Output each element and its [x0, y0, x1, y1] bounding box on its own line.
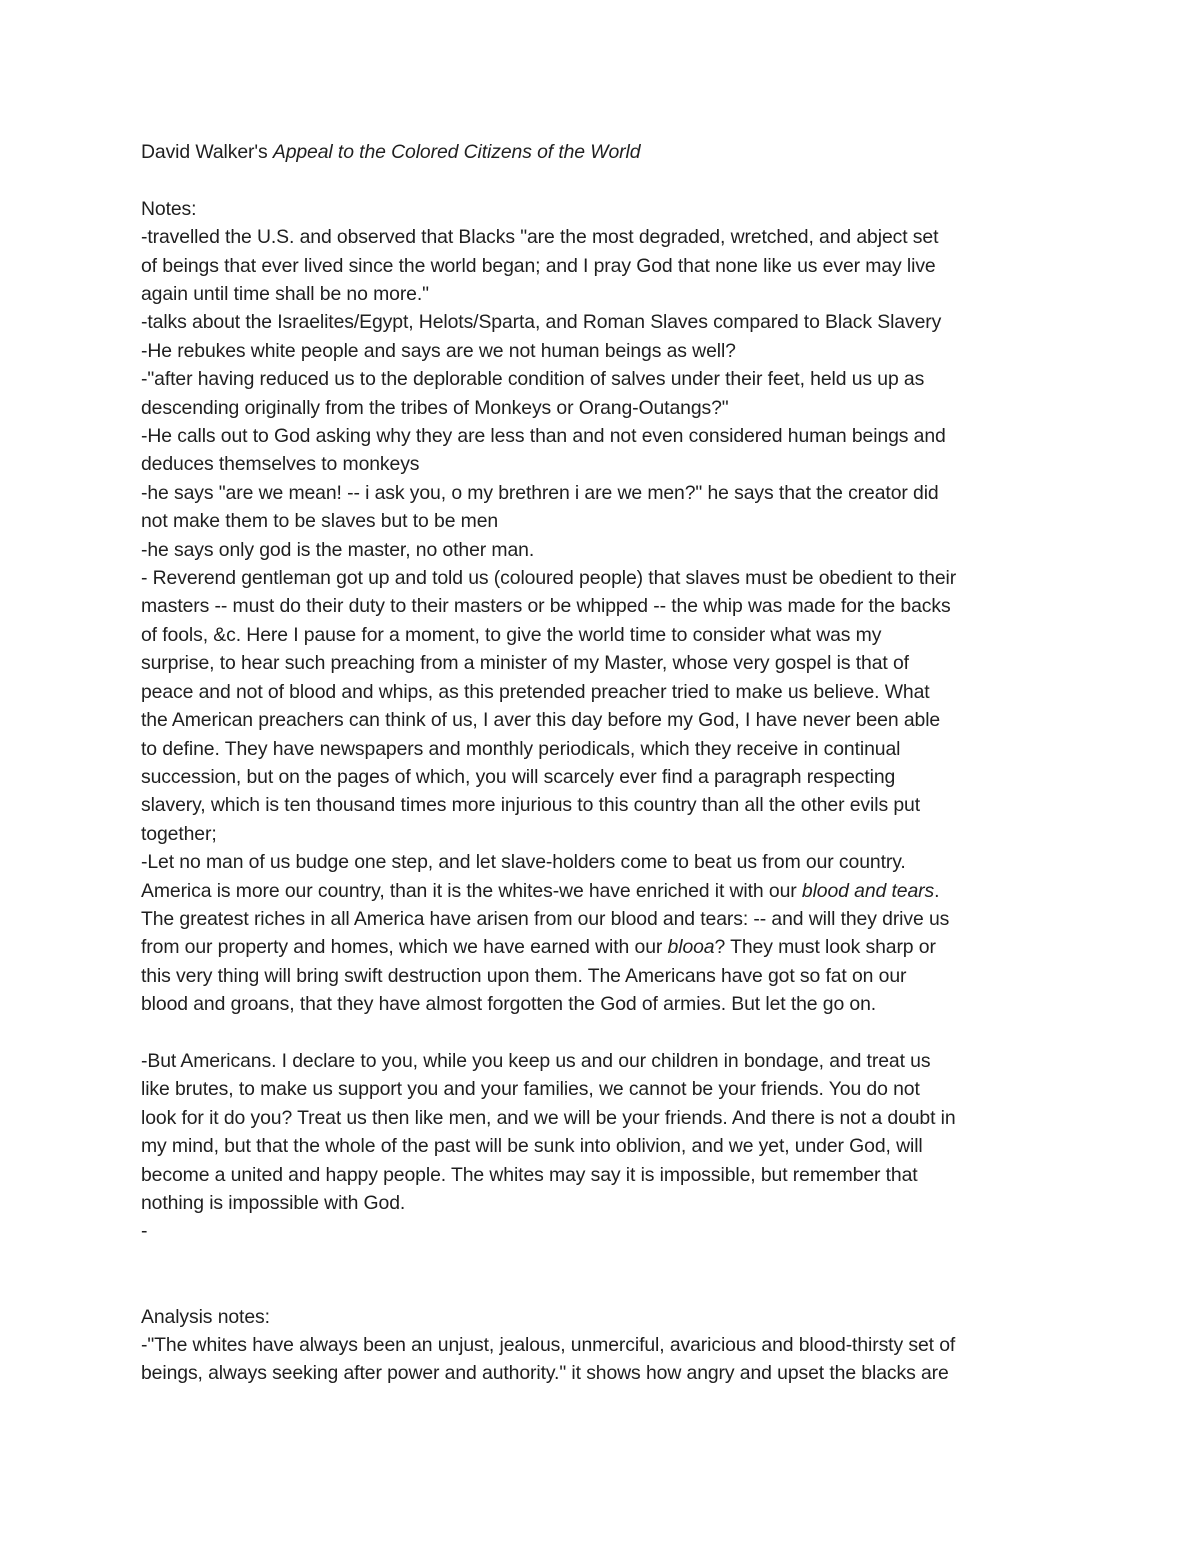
analysis-heading: Analysis notes:: [141, 1305, 270, 1328]
notes-line: the American preachers can think of us, I aver this day before my God, I have never been able: [141, 709, 941, 732]
notes-line: of fools, &c. Here I pause for a moment, to give the world time to consider what was my: [141, 623, 882, 646]
notes-line: descending originally from the tribes of Monkeys or Orang-Outangs?": [141, 396, 729, 419]
notes-heading: Notes:: [141, 197, 197, 220]
spacer: [141, 1019, 1071, 1047]
america-italic: blood and tears: [801, 879, 935, 902]
title-italic: Appeal to the Colored Citizens of the World: [272, 141, 641, 163]
notes-line: like brutes, to make us support you and your families, we cannot be your friends. You do not: [141, 1078, 920, 1101]
notes-line: -He rebukes white people and says are we not human beings as well?: [141, 339, 736, 362]
america-suffix: .: [934, 879, 940, 902]
notes-line: -he says only god is the master, no other man.: [141, 538, 535, 561]
notes-line: -He calls out to God asking why they are less than and not even considered human beings and: [141, 425, 946, 448]
title-prefix: David Walker's: [141, 141, 273, 163]
america-prefix: America is more our country, than it is the whites-we have enriched it with our: [141, 879, 802, 902]
notes-line: look for it do you? Treat us then like men, and we will be your friends. And there is not a doubt in: [141, 1106, 956, 1129]
notes-line: masters -- must do their duty to their masters or be whipped -- the whip was made for the backs: [141, 595, 951, 618]
notes-line: -he says "are we mean! -- i ask you, o my brethren i are we men?" he says that the creator did: [141, 481, 939, 504]
notes-line: this very thing will bring swift destruction upon them. The Americans have got so fat on our: [141, 964, 907, 987]
notes-line: together;: [141, 822, 217, 845]
analysis-line: -"The whites have always been an unjust, jealous, unmerciful, avaricious and blood-thirsty set of: [141, 1334, 956, 1357]
analysis-block: [141, 1331, 1071, 1388]
notes-line: slavery, which is ten thousand times more injurious to this country than all the other evils put: [141, 794, 920, 817]
notes-line: nothing is impossible with God.: [141, 1192, 406, 1214]
notes-line: -talks about the Israelites/Egypt, Helots/Sparta, and Roman Slaves compared to Black Slavery: [141, 311, 942, 334]
notes-line: blood and groans, that they have almost forgotten the God of armies. But let the go on.: [141, 993, 877, 1016]
notes-line-america: [141, 877, 1071, 905]
analysis-line: beings, always seeking after power and authority." it shows how angry and upset the blacks are: [141, 1362, 949, 1385]
property-suffix: ? They must look sharp or: [714, 936, 936, 959]
notes-line: peace and not of blood and whips, as this pretended preacher tried to make us believe. What: [141, 680, 930, 703]
notes-line: again until time shall be no more.": [141, 283, 429, 306]
notes-line: to define. They have newspapers and monthly periodicals, which they receive in continual: [141, 737, 901, 760]
notes-line: -: [141, 1220, 148, 1243]
notes-line: deduces themselves to monkeys: [141, 453, 420, 476]
notes-line: -But Americans. I declare to you, while you keep us and our children in bondage, and treat us: [141, 1049, 931, 1072]
notes-line: - Reverend gentleman got up and told us (coloured people) that slaves must be obedient to their: [141, 567, 957, 590]
notes-line: of beings that ever lived since the world began; and I pray God that none like us ever may live: [141, 254, 936, 277]
notes-block-2: [141, 1047, 1071, 1246]
notes-line: become a united and happy people. The whites may say it is impossible, but remember that: [141, 1163, 918, 1186]
document-page: [141, 138, 1071, 1388]
notes-line-riches: The greatest riches in all America have arisen from our blood and tears: -- and will they drive us: [141, 907, 950, 930]
notes-block-1: [141, 223, 1071, 1018]
property-prefix: from our property and homes, which we have earned with our: [141, 936, 668, 959]
notes-line: -travelled the U.S. and observed that Blacks "are the most degraded, wretched, and abject set: [141, 226, 939, 249]
notes-line: -"after having reduced us to the deplorable condition of salves under their feet, held us up as: [141, 368, 925, 391]
spacer: [141, 1246, 1071, 1303]
notes-line: my mind, but that the whole of the past will be sunk into oblivion, and we yet, under God, will: [141, 1135, 923, 1158]
notes-line: -Let no man of us budge one step, and let slave-holders come to beat us from our country.: [141, 851, 906, 874]
property-italic: blooa: [667, 936, 715, 959]
notes-line: not make them to be slaves but to be men: [141, 510, 499, 533]
notes-line-property: [141, 933, 1071, 961]
document-title: [141, 138, 1071, 166]
notes-line: surprise, to hear such preaching from a minister of my Master, whose very gospel is that of: [141, 652, 909, 675]
notes-line: succession, but on the pages of which, you will scarcely ever find a paragraph respecting: [141, 765, 896, 788]
